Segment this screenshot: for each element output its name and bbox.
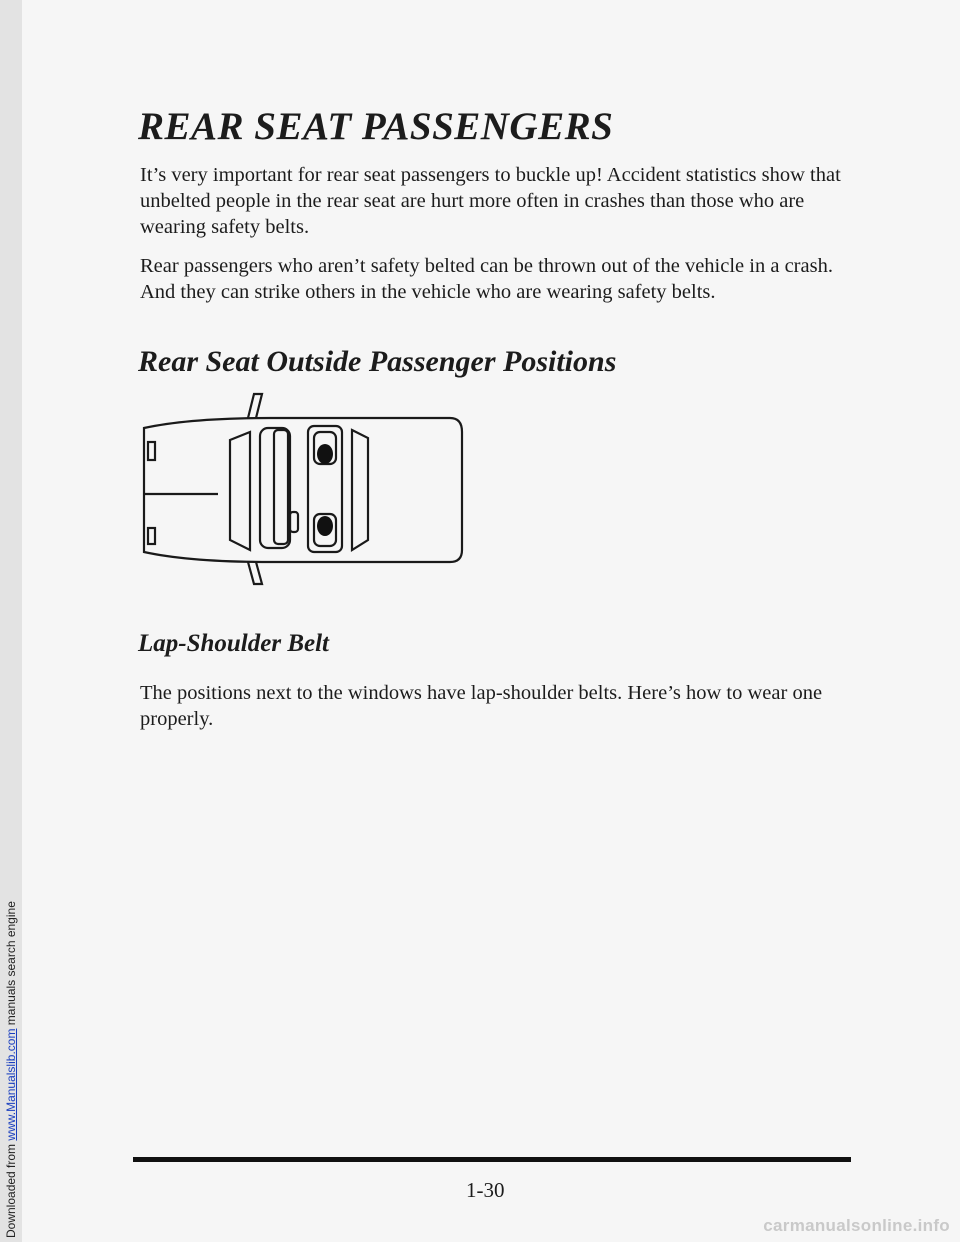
rear-left-position-marker	[317, 444, 333, 464]
download-note	[4, 901, 18, 1238]
page-title: REAR SEAT PASSENGERS	[138, 105, 614, 148]
subsection-title: Lap-Shoulder Belt	[138, 630, 329, 657]
watermark-logo: carmanualsonline.info	[763, 1216, 950, 1235]
footer-rule	[133, 1157, 851, 1162]
section-title: Rear Seat Outside Passenger Positions	[138, 345, 617, 378]
vehicle-seating-diagram	[130, 390, 480, 590]
page-number: 1-30	[466, 1178, 505, 1202]
download-note-prefix: Downloaded from	[4, 1143, 18, 1238]
paragraph-buckle-up: It’s very important for rear seat passengers to buckle up! Accident statistics show that unbelted people in the rear seat are hurt more often in crashes than those who are wearing safety belts.	[140, 164, 841, 238]
download-note-suffix: manuals search engine	[4, 901, 18, 1026]
paragraph-lap-shoulder: The positions next to the windows have lap-shoulder belts. Here’s how to wear one properly.	[140, 682, 823, 730]
paragraph-thrown-out: Rear passengers who aren’t safety belted can be thrown out of the vehicle in a crash. And they can strike others in the vehicle who are wearing safety belts.	[140, 255, 833, 303]
manualslib-link[interactable]: www.Manualslib.com	[4, 1028, 18, 1141]
rear-right-position-marker	[317, 516, 333, 536]
